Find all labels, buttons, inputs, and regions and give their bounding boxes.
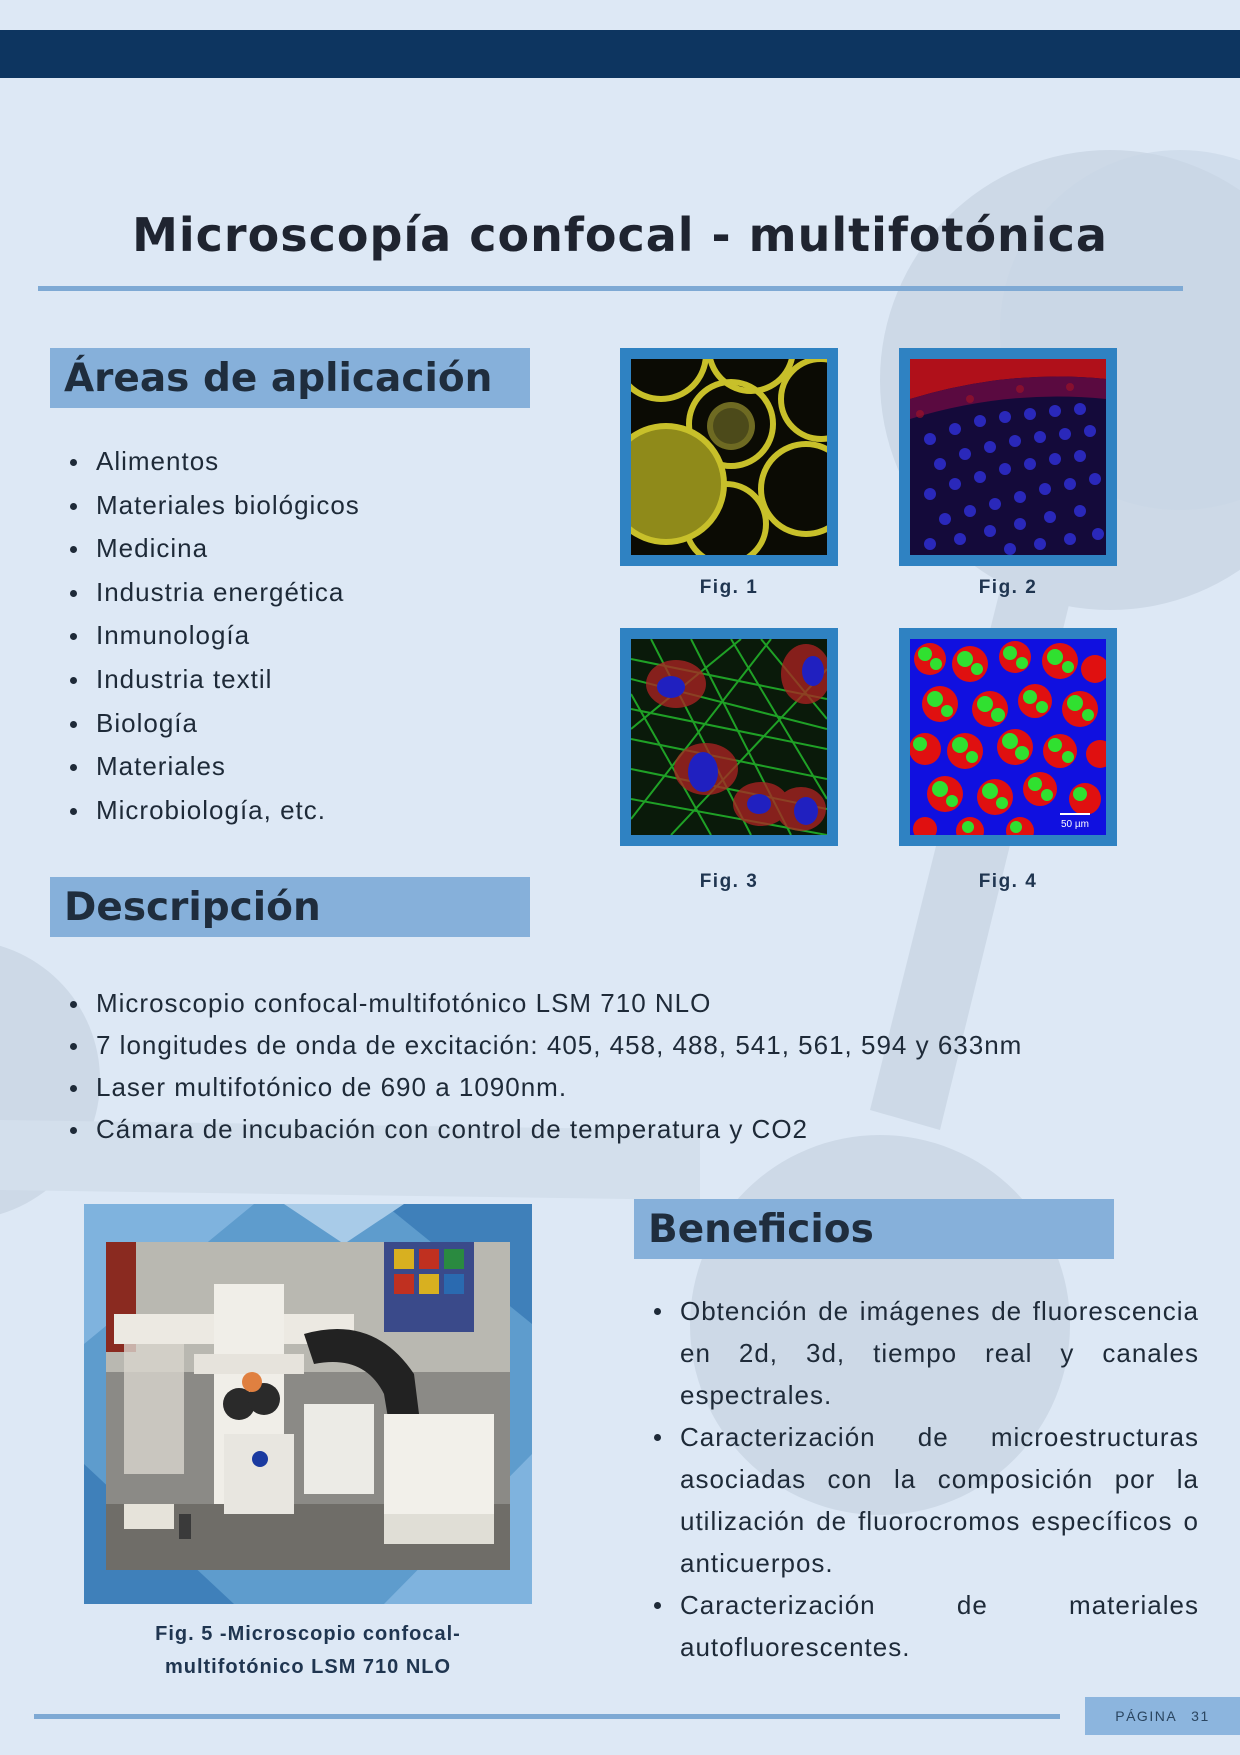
- list-item: Materiales biológicos: [50, 486, 360, 530]
- figure-3-caption: Fig. 3: [699, 871, 759, 892]
- list-item: Microbiología, etc.: [50, 791, 360, 835]
- list-item: Materiales: [50, 747, 360, 791]
- beneficios-list: [634, 1290, 1199, 1668]
- page-title: Microscopía confocal - multifotónica: [132, 208, 1108, 262]
- figure-5-caption: [84, 1618, 532, 1684]
- page-number-tag: [1085, 1697, 1240, 1735]
- caption-line: Fig. 5 -Microscopio confocal-: [155, 1623, 461, 1645]
- list-item: Alimentos: [50, 442, 360, 486]
- list-item: Biología: [50, 704, 360, 748]
- list-item: Cámara de incubación con control de temperatura y CO2: [50, 1114, 1022, 1156]
- figure-4-image: [899, 628, 1117, 846]
- scale-bar-label: 50 µm: [1061, 819, 1089, 830]
- list-item: Industria textil: [50, 660, 360, 704]
- beneficios-heading: Beneficios: [634, 1199, 1114, 1259]
- list-item: Medicina: [50, 529, 360, 573]
- caption-line: multifotónico LSM 710 NLO: [164, 1656, 452, 1678]
- list-item: Obtención de imágenes de fluorescencia en 2d, 3d, tiempo real y canales espectrales.: [634, 1290, 1199, 1416]
- figure-2-caption: Fig. 2: [978, 577, 1038, 598]
- microscope-photo: [84, 1204, 532, 1604]
- figure-4-caption: Fig. 4: [978, 871, 1038, 892]
- title-divider: [38, 286, 1183, 291]
- areas-list: [50, 442, 360, 834]
- figure-1-image: [620, 348, 838, 566]
- page-number: 31: [1191, 1708, 1210, 1724]
- areas-heading: Áreas de aplicación: [50, 348, 530, 408]
- list-item: 7 longitudes de onda de excitación: 405, 458, 488, 541, 561, 594 y 633nm: [50, 1030, 1022, 1072]
- descripcion-list: [50, 988, 1022, 1156]
- page-label: PÁGINA: [1115, 1708, 1178, 1724]
- footer-divider: [34, 1714, 1060, 1719]
- figure-2-image: [899, 348, 1117, 566]
- list-item: Inmunología: [50, 616, 360, 660]
- list-item: Laser multifotónico de 690 a 1090nm.: [50, 1072, 1022, 1114]
- figure-1-caption: Fig. 1: [699, 577, 759, 598]
- list-item: Caracterización de materiales autofluorescentes.: [634, 1584, 1199, 1668]
- list-item: Industria energética: [50, 573, 360, 617]
- top-bar: [0, 30, 1240, 78]
- list-item: Microscopio confocal-multifotónico LSM 710 NLO: [50, 988, 1022, 1030]
- descripcion-heading: Descripción: [50, 877, 530, 937]
- figure-3-image: [620, 628, 838, 846]
- list-item: Caracterización de microestructuras asociadas con la composición por la utilización de fluorocromos específicos o anticuerpos.: [634, 1416, 1199, 1584]
